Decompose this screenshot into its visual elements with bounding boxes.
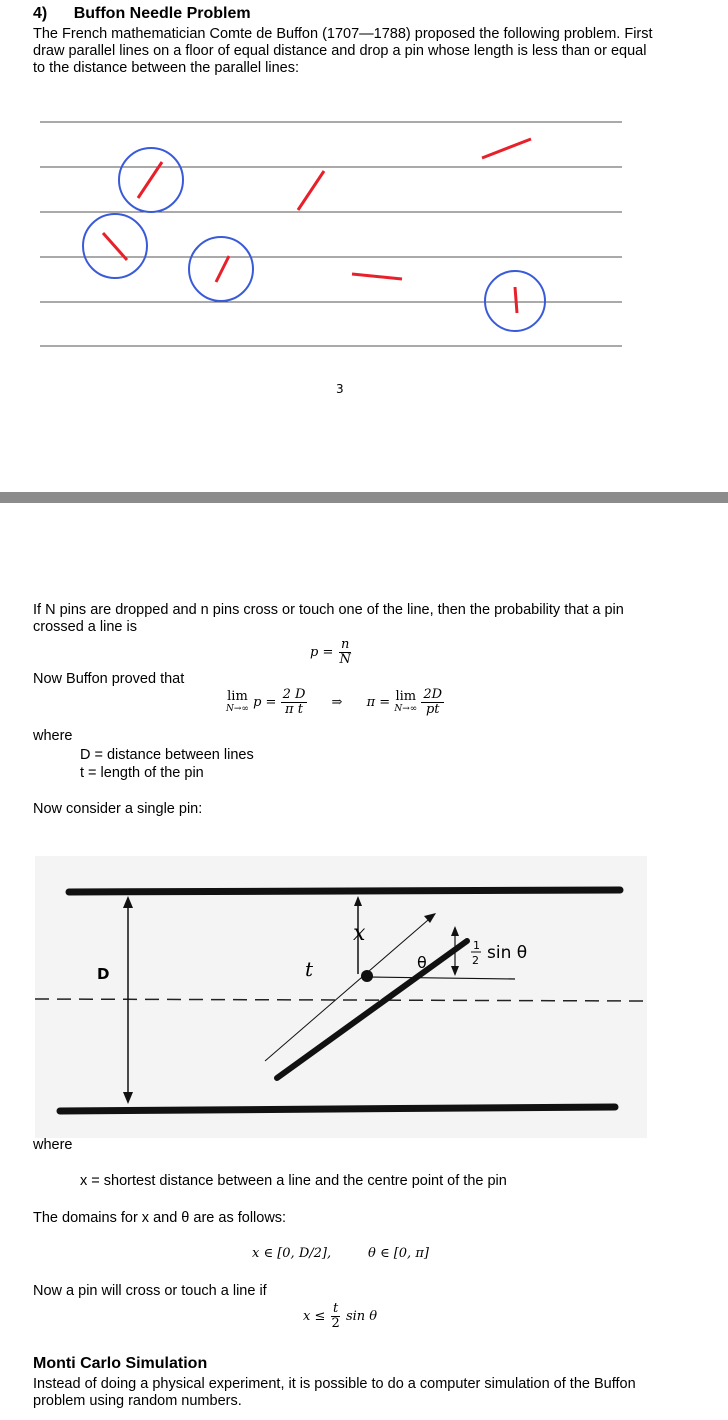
fraction-denominator: 2	[331, 1316, 340, 1331]
limit-label: lim	[395, 688, 417, 704]
p-symbol: p	[310, 645, 319, 660]
less-equal-symbol: ≤	[314, 1309, 326, 1324]
domains-text: The domains for x and θ are as follows:	[33, 1210, 287, 1226]
fraction-numerator: t	[333, 1301, 339, 1316]
p-symbol: p	[253, 695, 262, 710]
equals-symbol: =	[322, 645, 334, 660]
fraction-numerator: 2D	[423, 687, 443, 702]
x-symbol: x	[303, 1309, 311, 1324]
label-D: D	[97, 965, 110, 983]
limit-label: lim	[227, 688, 248, 704]
pin	[352, 274, 402, 279]
fraction-denominator: N	[339, 652, 351, 667]
page-separator	[0, 492, 728, 503]
theta-domain-formula: θ ∈ [0, π]	[368, 1246, 429, 1261]
section-title: Buffon Needle Problem	[73, 5, 251, 22]
fraction-denominator: π t	[285, 702, 303, 717]
bottom-line	[60, 1107, 615, 1111]
monte-carlo-paragraph: Instead of doing a physical experiment, it is possible to do a computer simulation of the Buffon problem using random numbers.	[33, 1376, 636, 1409]
probability-formula	[310, 638, 353, 667]
definition-t: t = length of the pin	[80, 765, 204, 781]
pi-symbol: π	[366, 695, 376, 710]
pin	[216, 256, 229, 282]
limit-operator	[226, 688, 249, 715]
pin	[482, 139, 531, 158]
equals-symbol: =	[265, 695, 277, 710]
single-pin-text: Now consider a single pin:	[33, 801, 203, 817]
buffon-limit-formula	[226, 688, 444, 717]
single-pin-diagram	[35, 856, 647, 1138]
equals-symbol: =	[379, 695, 391, 710]
implies-symbol: ⇒	[331, 695, 343, 710]
label-half-numerator: 1	[473, 939, 480, 952]
fraction-numerator: 2 D	[282, 687, 306, 702]
page-number: 3	[336, 382, 344, 396]
two-D-over-pt-fraction	[421, 688, 444, 717]
label-half-denominator: 2	[472, 954, 479, 967]
monte-carlo-title: Monti Carlo Simulation	[33, 1355, 208, 1372]
pin	[103, 233, 127, 260]
buffon-proved-text: Now Buffon proved that	[33, 671, 185, 687]
section-heading	[33, 5, 251, 23]
section-number: 4)	[33, 5, 48, 22]
sin-theta: sin θ	[345, 1309, 378, 1324]
pin	[515, 287, 517, 313]
intro-paragraph: The French mathematician Comte de Buffon (1707—1788) proposed the following problem. First draw parallel lines on a floor of equal distance and drop a pin whose length is less than or equal to the distance between the parallel lines:	[33, 26, 653, 76]
n-over-N-fraction	[338, 638, 353, 667]
pins-on-lines-figure	[0, 100, 728, 360]
t-over-2-fraction	[330, 1302, 342, 1331]
where-label: where	[33, 728, 73, 744]
label-sin-theta: sin θ	[487, 943, 528, 963]
fraction-numerator: n	[341, 637, 350, 652]
where-label: where	[33, 1137, 73, 1153]
label-t: t	[305, 957, 314, 981]
cross-condition-text: Now a pin will cross or touch a line if	[33, 1283, 267, 1299]
two-D-over-pi-t-fraction	[281, 688, 308, 717]
definition-D: D = distance between lines	[80, 747, 254, 763]
pin	[298, 171, 324, 210]
limit-subscript: N→∞	[226, 703, 249, 714]
label-theta: θ	[417, 953, 427, 972]
cross-condition-formula	[303, 1302, 377, 1331]
probability-paragraph: If N pins are dropped and n pins cross or touch one of the line, then the probability that a pin crossed a line is	[33, 602, 624, 635]
label-x: x	[353, 921, 366, 946]
limit-subscript: N→∞	[394, 703, 418, 714]
x-domain-formula: x ∈ [0, D/2],	[252, 1246, 332, 1261]
limit-operator	[394, 688, 418, 715]
definition-x: x = shortest distance between a line and the centre point of the pin	[80, 1173, 507, 1189]
fraction-denominator: pt	[425, 702, 440, 717]
top-line	[69, 890, 620, 892]
